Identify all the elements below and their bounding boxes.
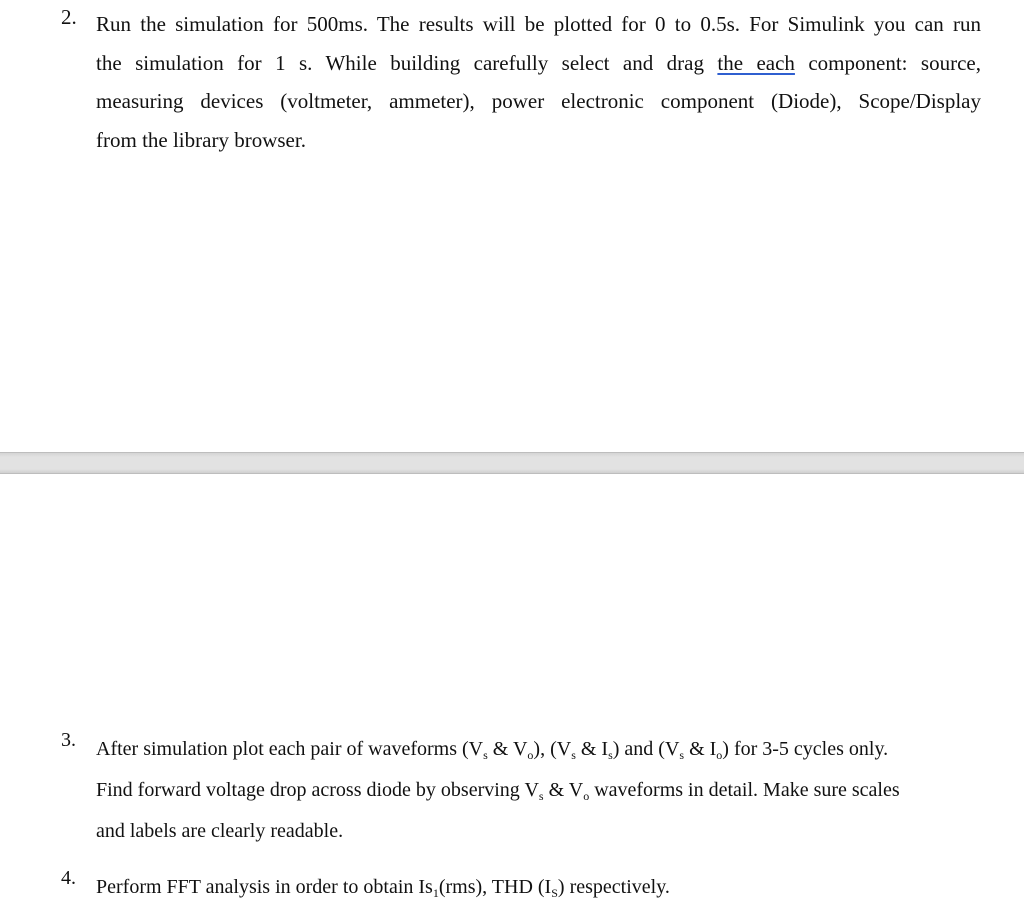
list-item-2 (61, 5, 981, 159)
paragraph-line: Find forward voltage drop across diode by observing $V_s$ & $V_o$ waveforms in detail. Make sure scales (96, 779, 900, 803)
paragraph-line: After simulation plot each pair of waveforms ($V_s$ & $V_o$), ($V_s$ & $I_s$) and ($V_s$ & $I_o$) for 3-5 cycles only. (96, 738, 889, 762)
paragraph-line: from the library browser. (96, 127, 306, 152)
item-number: 3. (61, 729, 76, 751)
item-number: 2. (61, 5, 77, 29)
document-page-upper (0, 0, 1024, 452)
item-number: 4. (61, 867, 76, 889)
list-item-3 (61, 729, 981, 852)
paragraph-line: Run the simulation for 500ms. The results will be plotted for 0 to 0.5s. For Simulink you can run (96, 12, 981, 36)
paragraph-line: the simulation for 1 s. While building carefully select and drag the each component: source, (96, 50, 981, 75)
underlined-phrase: the each (717, 50, 795, 75)
document-page-lower (0, 474, 1024, 911)
page-separator (0, 452, 1024, 474)
paragraph-line: measuring devices (voltmeter, ammeter), power electronic component (Diode), Scope/Display (96, 89, 981, 113)
paragraph-line: Perform FFT analysis in order to obtain $Is_1(rms)$, THD $(I_S)$ respectively. (96, 876, 670, 900)
list-item-4 (61, 867, 981, 908)
paragraph-line: and labels are clearly readable. (96, 820, 344, 842)
